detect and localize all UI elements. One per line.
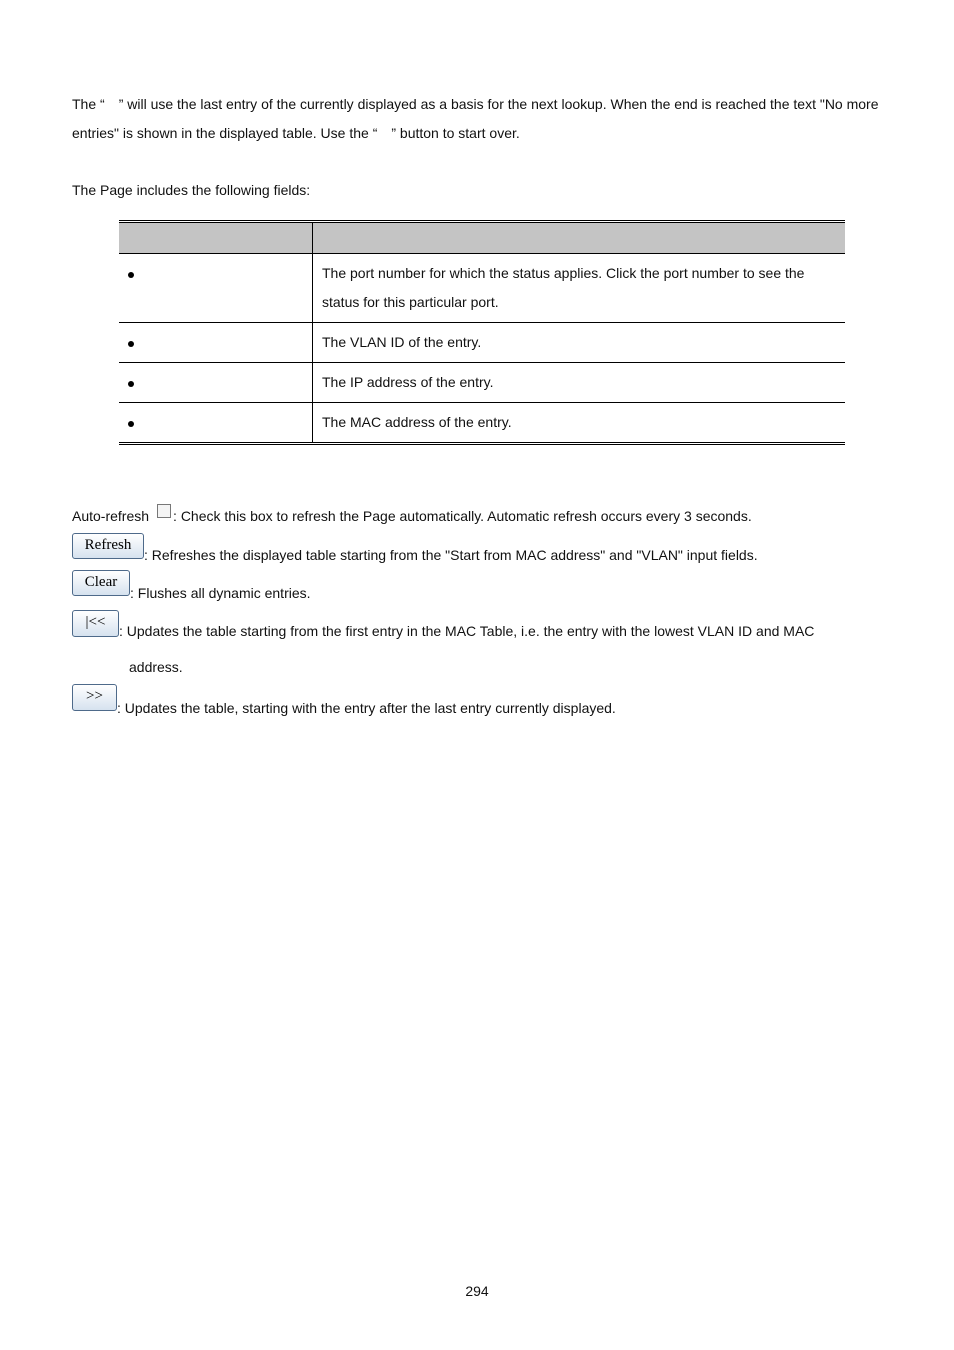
next-line — [72, 684, 872, 719]
clear-line — [72, 570, 872, 604]
fields-intro: The Page includes the following fields: — [72, 182, 311, 198]
header-object — [119, 222, 313, 254]
next-page-button[interactable]: >> — [72, 684, 117, 711]
refresh-desc: : Refreshes the displayed table starting from the "Start from MAC address" and "VLAN" input fields. — [144, 547, 758, 563]
bullet-icon — [128, 272, 134, 278]
page-number: 294 — [465, 1283, 489, 1299]
clear-desc: : Flushes all dynamic entries. — [130, 585, 311, 601]
first-desc-cont: address. — [129, 659, 183, 675]
table-row — [119, 323, 845, 363]
clear-button[interactable]: Clear — [72, 570, 130, 596]
table-row — [119, 254, 845, 323]
bullet-icon — [128, 381, 134, 387]
first-desc: : Updates the table starting from the first entry in the MAC Table, i.e. the entry with the lowest VLAN ID and MAC — [119, 623, 815, 639]
auto-refresh-label: Auto-refresh — [72, 508, 150, 524]
row-object-cell — [119, 363, 313, 403]
intro-text-2: ” will use the last entry of the currently displayed as a basis for the next lookup. When the end is reached the text "No more entries" is shown in the displayed table. Use the “ — [72, 96, 879, 141]
fields-table — [119, 220, 845, 445]
auto-refresh-line — [72, 500, 872, 527]
next-desc: : Updates the table, starting with the entry after the last entry currently displayed. — [117, 700, 616, 716]
first-page-button[interactable]: |<< — [72, 610, 119, 637]
table-row — [119, 403, 845, 444]
first-desc-cont-line — [129, 659, 929, 675]
row-object-cell — [119, 403, 313, 444]
row-description: The IP address of the entry. — [313, 363, 846, 403]
refresh-button[interactable]: Refresh — [72, 533, 144, 559]
bullet-icon — [128, 341, 134, 347]
auto-refresh-checkbox[interactable] — [157, 504, 171, 518]
row-description: The MAC address of the entry. — [313, 403, 846, 444]
row-object-cell — [119, 254, 313, 323]
intro-text-3: ” button to start over. — [391, 125, 520, 141]
intro-text-1: The “ — [72, 96, 105, 112]
row-description: The port number for which the status applies. Click the port number to see the status for this particular port. — [313, 254, 846, 323]
table-header-row — [119, 222, 845, 254]
row-object-cell — [119, 323, 313, 363]
refresh-line — [72, 533, 872, 566]
header-description — [313, 222, 846, 254]
first-line — [72, 610, 872, 642]
row-description: The VLAN ID of the entry. — [313, 323, 846, 363]
bullet-icon — [128, 421, 134, 427]
table-row — [119, 363, 845, 403]
auto-refresh-desc: : Check this box to refresh the Page automatically. Automatic refresh occurs every 3 seconds. — [173, 508, 752, 524]
intro-paragraph — [72, 90, 882, 148]
